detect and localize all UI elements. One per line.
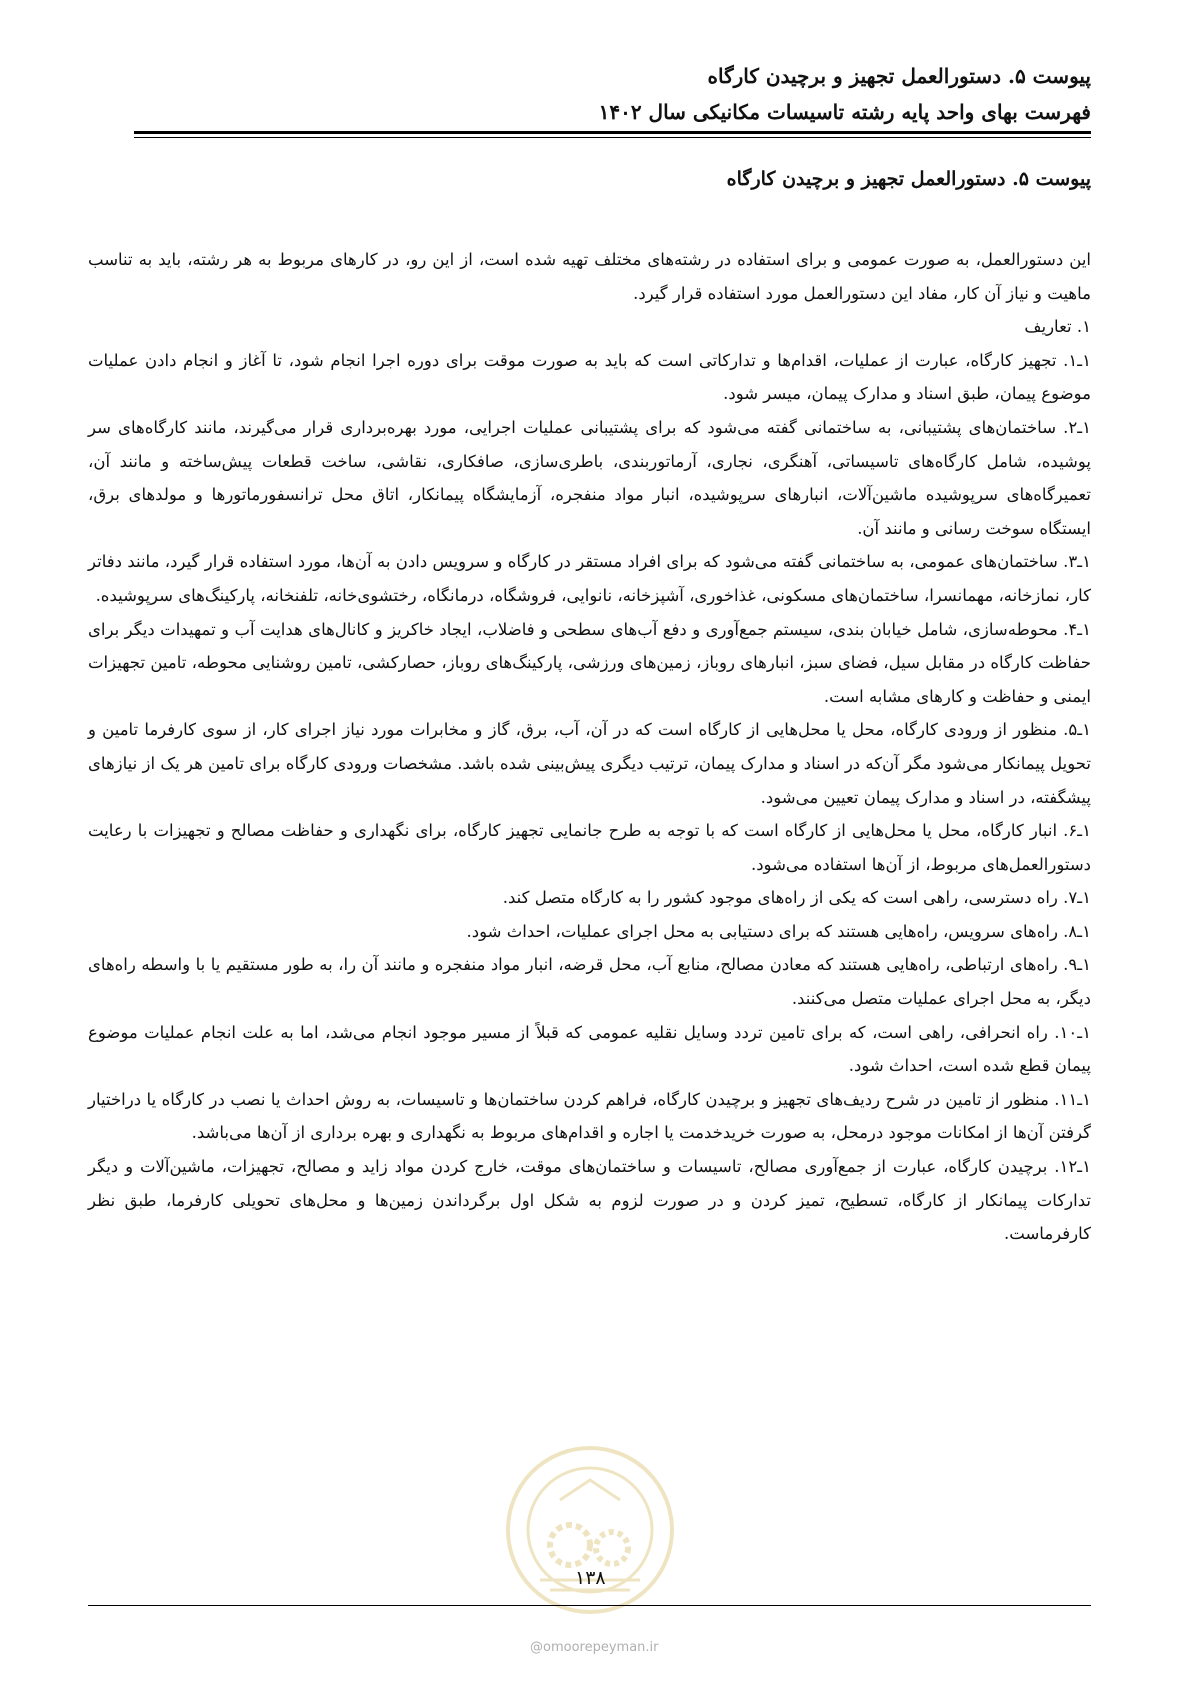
header-line-1: پیوست ۵. دستورالعمل تجهیز و برچیدن کارگاه [707, 64, 1091, 88]
seal-logo-icon [500, 1440, 680, 1620]
page-number: ۱۳۸ [575, 1567, 606, 1589]
site-credit: @omoorepeyman.ir [530, 1640, 659, 1655]
definition-1-4: ۱ـ۴. محوطه‌سازی، شامل خیابان بندی، سیستم جمع‌آوری و دفع آب‌های سطحی و فاضلاب، ایجاد خاکریز و کانال‌های هدایت آب و تمهیدات دیگر برای حفاظت کارگاه در مقابل سیل، فضای سبز، انبارهای روباز، زمین‌های ورزشی، پارکینگ‌های روباز، حصارکشی، تامین روشنایی محوطه، تامین تجهیزات ایمنی و حفاظت و کارهای مشابه است. [88, 619, 1091, 706]
definition-1-7: ۱ـ۷. راه دسترسی، راهی است که یکی از راه‌های موجود کشور را به کارگاه متصل کند. [502, 888, 1091, 908]
intro-paragraph: این دستورالعمل، به صورت عمومی و برای استفاده در رشته‌های مختلف تهیه شده است، از این رو، در کارهای مربوط به هر رشته، باید به تناسب ماهیت و نیاز آن کار، مفاد این دستورالعمل مورد استفاده قرار گیرد. [88, 250, 1091, 303]
definition-1-8: ۱ـ۸. راه‌های سرویس، راه‌هایی هستند که برای دستیابی به محل اجرای عملیات، احداث شود. [466, 921, 1091, 941]
definition-1-2: ۱ـ۲. ساختمان‌های پشتیبانی، به ساختمانی گفته می‌شود که برای پشتیبانی عملیات اجرایی، مورد بهره‌برداری قرار می‌گیرند، مانند کارگاه‌های سر پوشیده، شامل کارگاه‌های تاسیساتی، آهنگری، نجاری، آرماتوربندی، باطری‌سازی، صافکاری، نقاشی، ساخت قطعات پیش‌ساخته و مانند آن، تعمیرگاه‌های سرپوشیده ماشین‌آلات، انبارهای سرپوشیده، انبار مواد منفجره، آزمایشگاه پیمانکار، اتاق محل ترانسفورماتورها و مولدهای برق، ایستگاه سوخت رسانی و مانند آن. [88, 417, 1091, 538]
definition-1-9: ۱ـ۹. راه‌های ارتباطی، راه‌هایی هستند که معادن مصالح، منابع آب، محل قرضه، انبار مواد منفجره و مانند آن را، به طور مستقیم یا با واسطه راه‌های دیگر، به محل اجرای عملیات متصل می‌کنند. [88, 955, 1091, 1009]
header-rule-thick [134, 131, 1091, 134]
definition-1-3: ۱ـ۳. ساختمان‌های عمومی، به ساختمانی گفته می‌شود که برای افراد مستقر در کارگاه و سرویس دادن به آن‌ها، مورد استفاده قرار گیرد، مانند دفاتر کار، نمازخانه، مهمانسرا، ساختمان‌های مسکونی، غذاخوری، آشپزخانه، نانوایی، فروشگاه، درمانگاه، رختشوی‌خانه، تلفنخانه، پارکینگ‌های سرپوشیده. [88, 552, 1091, 605]
definition-1-12: ۱ـ۱۲. برچیدن کارگاه، عبارت از جمع‌آوری مصالح، تاسیسات و ساختمان‌های موقت، خارج کردن مواد زاید و مصالح، تجهیزات، ماشین‌آلات و دیگر تدارکات پیمانکار از کارگاه، تسطیح، تمیز کردن و در صورت لزوم به شکل اول برگرداندن زمین‌ها و محل‌های تحویلی کارفرما، طبق نظر کارفرماست. [88, 1157, 1091, 1244]
definition-1-1: ۱ـ۱. تجهیز کارگاه، عبارت از عملیات، اقدام‌ها و تدارکاتی است که باید به صورت موقت برای دوره اجرا انجام شود، تا آغاز و انجام دادن عملیات موضوع پیمان، طبق اسناد و مدارک پیمان، میسر شود. [88, 350, 1091, 404]
definition-1-10: ۱ـ۱۰. راه انحرافی، راهی است، که برای تامین تردد وسایل نقلیه عمومی که قبلاً از مسیر موجود انجام می‌شد، اما به علت انجام عملیات موضوع پیمان قطع شده است، احداث شود. [88, 1022, 1091, 1076]
definition-1-6: ۱ـ۶. انبار کارگاه، محل یا محل‌هایی از کارگاه است که با توجه به طرح جانمایی تجهیز کارگاه، برای نگهداری و حفاظت مصالح و تجهیزات با رعایت دستورالعمل‌های مربوط، از آن‌ها استفاده می‌شود. [88, 821, 1091, 874]
page-header [134, 58, 1091, 130]
footer-rule [88, 1605, 1091, 1606]
definition-1-5: ۱ـ۵. منظور از ورودی کارگاه، محل یا محل‌هایی از کارگاه است که در آن، آب، برق، گاز و مخابرات مورد نیاز اجرای کار، از سوی کارفرما تامین و تحویل پیمانکار می‌شود مگر آن‌که در اسناد و مدارک پیمان، ترتیب دیگری پیش‌بینی شده باشد. مشخصات ورودی کارگاه برای تامین هر یک از نیازهای پیشگفته، در اسناد و مدارک پیمان تعیین می‌شود. [88, 720, 1091, 807]
header-rule-thin [134, 137, 1091, 138]
body-text [88, 243, 1091, 1251]
definitions-heading: ۱. تعاریف [1024, 317, 1091, 337]
header-line-2: فهرست بهای واحد پایه رشته تاسیسات مکانیکی سال ۱۴۰۲ [598, 100, 1091, 124]
section-title: پیوست ۵. دستورالعمل تجهیز و برچیدن کارگاه [726, 168, 1091, 190]
definition-1-11: ۱ـ۱۱. منظور از تامین در شرح ردیف‌های تجهیز و برچیدن کارگاه، فراهم کردن ساختمان‌ها و تاسیسات، به روش احداث یا نصب در کارگاه یا دراختیار گرفتن آن‌ها از امکانات موجود درمحل، به صورت خریدخدمت یا اجاره و اقدام‌های مربوط به نگهداری و بهره برداری از آن‌ها می‌باشد. [88, 1089, 1091, 1143]
